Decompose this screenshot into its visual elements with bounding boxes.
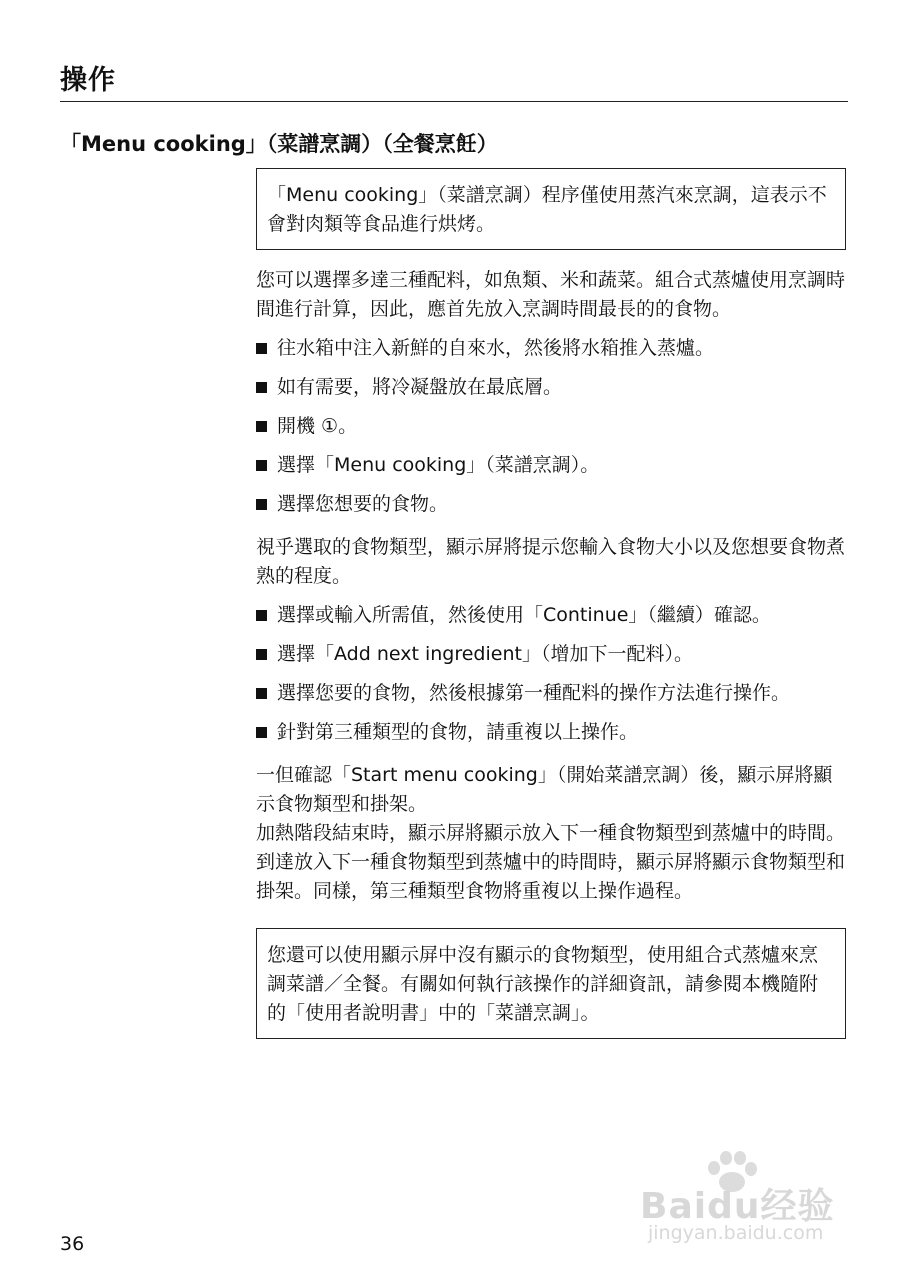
watermark-url: jingyan.baidu.com bbox=[648, 1222, 824, 1244]
square-bullet-icon bbox=[256, 688, 267, 699]
square-bullet-icon bbox=[256, 421, 267, 432]
watermark-logo: Baidu经验 bbox=[640, 1186, 835, 1227]
list-item bbox=[256, 640, 848, 669]
note-box-bottom bbox=[256, 928, 846, 1039]
list-item bbox=[256, 490, 848, 519]
step-text: 針對第三種類型的食物，請重複以上操作。 bbox=[277, 721, 639, 743]
list-item bbox=[256, 718, 848, 747]
note-bottom-text: 您還可以使用顯示屏中沒有顯示的食物類型，使用組合式蒸爐來烹調菜譜／全餐。有關如何執行該操作的詳細資訊，請參閱本機隨附的「使用者說明書」中的「菜譜烹調」。 bbox=[267, 944, 819, 1024]
list-item bbox=[256, 601, 848, 630]
square-bullet-icon bbox=[256, 499, 267, 510]
page-number: 36 bbox=[60, 1233, 85, 1255]
step-text: 選擇您要的食物，然後根據第一種配料的操作方法進行操作。 bbox=[277, 682, 791, 704]
square-bullet-icon bbox=[256, 460, 267, 471]
step-text: 往水箱中注入新鮮的自來水，然後將水箱推入蒸爐。 bbox=[277, 337, 715, 359]
list-item bbox=[256, 679, 848, 708]
list-item bbox=[256, 412, 848, 441]
square-bullet-icon bbox=[256, 343, 267, 354]
note-box-top bbox=[256, 168, 846, 250]
subsection-title: 「Menu cooking」（菜譜烹調）（全餐烹飪） bbox=[60, 132, 498, 156]
middle-paragraph: 視乎選取的食物類型，顯示屏將提示您輸入食物大小以及您想要食物煮熟的程度。 bbox=[256, 536, 846, 587]
note-top-text: 「Menu cooking」（菜譜烹調）程序僅使用蒸汽來烹調，這表示不會對肉類等食品進行烘烤。 bbox=[267, 184, 827, 235]
step-text: 選擇「Menu cooking」（菜譜烹調）。 bbox=[277, 454, 600, 476]
intro-paragraph: 您可以選擇多達三種配料，如魚類、米和蔬菜。組合式蒸爐使用烹調時間進行計算，因此，應首先放入烹調時間最長的的食物。 bbox=[256, 269, 846, 320]
step-text: 開機 ①。 bbox=[277, 415, 358, 437]
square-bullet-icon bbox=[256, 649, 267, 660]
step-text: 如有需要，將冷凝盤放在最底層。 bbox=[277, 376, 563, 398]
list-item bbox=[256, 334, 848, 363]
square-bullet-icon bbox=[256, 382, 267, 393]
list-item bbox=[256, 373, 848, 402]
step-list-1 bbox=[256, 334, 848, 519]
square-bullet-icon bbox=[256, 610, 267, 621]
step-list-2 bbox=[256, 601, 848, 747]
baidu-watermark bbox=[640, 1150, 850, 1250]
page-section-title: 操作 bbox=[60, 65, 116, 96]
step-text: 選擇或輸入所需值，然後使用「Continue」（繼續）確認。 bbox=[277, 604, 771, 626]
square-bullet-icon bbox=[256, 727, 267, 738]
main-content bbox=[256, 168, 848, 1039]
after-paragraph-1: 一但確認「Start menu cooking」（開始菜譜烹調）後，顯示屏將顯示食物類型和掛架。 bbox=[256, 764, 833, 815]
step-text: 選擇「Add next ingredient」（增加下一配料）。 bbox=[277, 643, 693, 665]
step-text: 選擇您想要的食物。 bbox=[277, 493, 449, 515]
header-rule bbox=[60, 101, 848, 102]
list-item bbox=[256, 451, 848, 480]
after-paragraph-2: 加熱階段結束時，顯示屏將顯示放入下一種食物類型到蒸爐中的時間。到達放入下一種食物類型到蒸爐中的時間時，顯示屏將顯示食物類型和掛架。同樣，第三種類型食物將重複以上操作過程。 bbox=[256, 822, 846, 902]
